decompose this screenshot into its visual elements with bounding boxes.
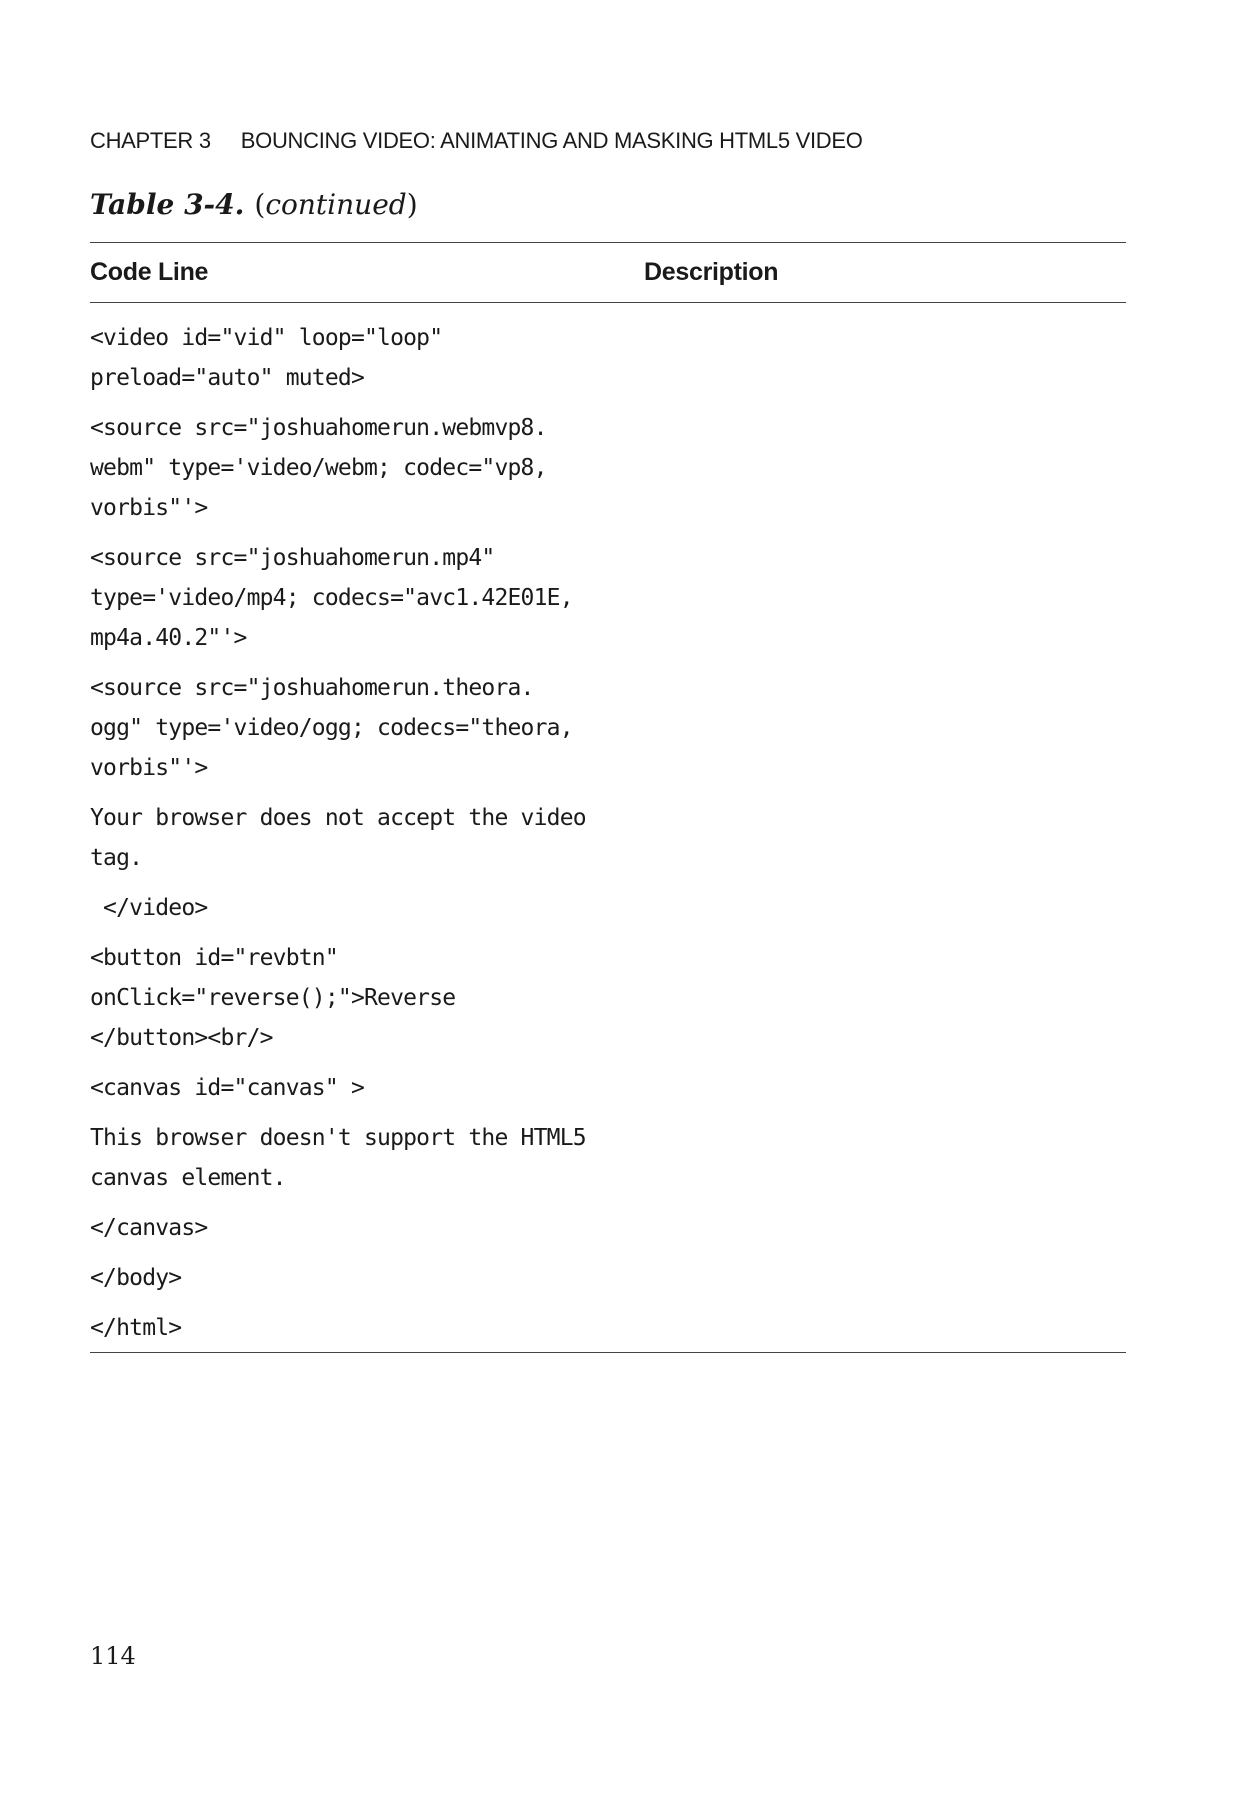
page-number: 114 (90, 1642, 136, 1670)
table-row: </canvas> (90, 1215, 208, 1241)
table-row: </body> (90, 1265, 182, 1291)
chapter-title: BOUNCING VIDEO: ANIMATING AND MASKING HTML5 VIDEO (240, 128, 863, 153)
table-row: This browser doesn't support the HTML5 canvas element. (90, 1125, 586, 1191)
table-row: <canvas id="canvas" > (90, 1075, 364, 1101)
table-row: <source src="joshuahomerun.theora. ogg" type='video/ogg; codecs="theora, vorbis"'> (90, 675, 573, 781)
table-row: <source src="joshuahomerun.mp4" type='video/mp4; codecs="avc1.42E01E, mp4a.40.2"'> (90, 545, 573, 651)
column-header-code-line: Code Line (90, 258, 209, 286)
table-bottom-rule (90, 1352, 1126, 1353)
chapter-label: CHAPTER 3 (90, 128, 211, 153)
table-row: <video id="vid" loop="loop" preload="auto" muted> (90, 325, 443, 391)
table-continued: continued (265, 188, 407, 221)
table-label: Table 3-4. (90, 188, 245, 221)
table-row: Your browser does not accept the video tag. (90, 805, 586, 871)
table-header-rule (90, 302, 1126, 303)
table-row: </html> (90, 1315, 182, 1341)
table-caption: Table 3-4. (continued) (90, 188, 418, 221)
table-top-rule (90, 242, 1126, 243)
table-row: <source src="joshuahomerun.webmvp8. webm" type='video/webm; codec="vp8, vorbis"'> (90, 415, 547, 521)
table-body (90, 318, 650, 1358)
column-header-description: Description (644, 258, 779, 286)
running-header (90, 128, 863, 154)
table-row: <button id="revbtn" onClick="reverse();">Reverse </button><br/> (90, 945, 456, 1051)
table-row: </video> (90, 895, 208, 921)
